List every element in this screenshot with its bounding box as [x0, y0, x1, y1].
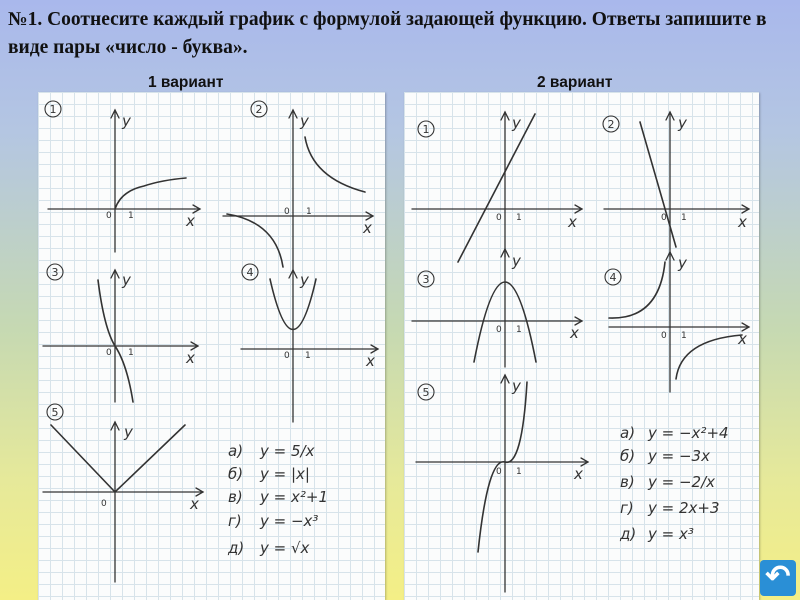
unit-label: 1 [128, 211, 134, 221]
x-axis-label: x [738, 330, 747, 348]
y-axis-label: y [300, 112, 309, 130]
origin-label: 0 [106, 348, 112, 358]
formula-letter: д) [228, 539, 245, 557]
y-axis-label: y [512, 114, 521, 132]
formula-expr: y = |x| [260, 465, 310, 483]
formula-letter: г) [228, 512, 242, 530]
v1-graph-number: 4 [246, 266, 254, 279]
formula-expr: y = 2x+3 [648, 499, 720, 517]
v2-graph-number: 3 [422, 273, 430, 286]
variant-2-sheet [404, 92, 759, 600]
formula-letter: а) [228, 442, 244, 460]
formula-letter: г) [620, 499, 634, 517]
formula-letter: б) [228, 465, 244, 483]
y-axis-label: y [512, 252, 521, 270]
unit-label: 1 [128, 348, 134, 358]
y-axis-label: y [122, 271, 131, 289]
variant-2-graphs [404, 92, 759, 600]
v1-graph-number: 5 [51, 406, 59, 419]
y-axis-label: y [678, 254, 687, 272]
x-axis-label: x [366, 352, 375, 370]
origin-label: 0 [284, 351, 290, 361]
y-axis-label: y [512, 377, 521, 395]
x-axis-label: x [186, 349, 195, 367]
origin-label: 0 [496, 325, 502, 335]
variant-1-sheet [38, 92, 385, 600]
formula-expr: y = −x²+4 [648, 424, 729, 442]
v1-graph-number: 2 [255, 103, 263, 116]
unit-label: 1 [681, 213, 687, 223]
v2-graph-number: 1 [422, 123, 430, 136]
y-axis-label: y [678, 114, 687, 132]
origin-label: 0 [661, 213, 667, 223]
unit-label: 1 [516, 213, 522, 223]
origin-label: 0 [496, 467, 502, 477]
formula-expr: y = −3x [648, 447, 710, 465]
variant-1-label: 1 вариант [148, 74, 224, 91]
variant-1-graphs [38, 92, 385, 600]
unit-label: 1 [516, 467, 522, 477]
formula-letter: в) [620, 473, 635, 491]
unit-label: 1 [681, 331, 687, 341]
y-axis-label: y [300, 271, 309, 289]
formula-expr: y = x³ [648, 525, 694, 543]
x-axis-label: x [568, 213, 577, 231]
v2-graph-number: 2 [607, 118, 615, 131]
x-axis-label: x [190, 495, 199, 513]
task-title: №1. Соотнесите каждый график с формулой задающей функцию. Ответы запишите в виде пары «число - буква». [8, 9, 767, 58]
v1-graph-number: 3 [51, 266, 59, 279]
unit-label: 1 [305, 351, 311, 361]
x-axis-label: x [738, 213, 747, 231]
variant-2-label: 2 вариант [537, 74, 613, 91]
formula-expr: y = √x [260, 539, 310, 557]
y-axis-label: y [124, 423, 133, 441]
formula-letter: б) [620, 447, 636, 465]
y-axis-label: y [122, 112, 131, 130]
unit-label: 1 [306, 207, 312, 217]
unit-label: 1 [516, 325, 522, 335]
origin-label: 0 [284, 207, 290, 217]
origin-label: 0 [496, 213, 502, 223]
formula-letter: д) [620, 525, 637, 543]
origin-label: 0 [101, 499, 107, 509]
formula-expr: y = x²+1 [260, 488, 328, 506]
origin-label: 0 [106, 211, 112, 221]
origin-label: 0 [661, 331, 667, 341]
x-axis-label: x [186, 212, 195, 230]
v1-graph-number: 1 [49, 103, 57, 116]
v2-graph-number: 5 [422, 386, 430, 399]
x-axis-label: x [570, 324, 579, 342]
formula-letter: в) [228, 488, 243, 506]
x-axis-label: x [363, 219, 372, 237]
formula-expr: y = 5/x [260, 442, 315, 460]
formula-letter: а) [620, 424, 636, 442]
formula-expr: y = −x³ [260, 512, 319, 530]
x-axis-label: x [574, 465, 583, 483]
v2-graph-number: 4 [609, 271, 617, 284]
return-arrow-icon[interactable]: ↶ [760, 560, 796, 596]
formula-expr: y = −2/x [648, 473, 716, 491]
